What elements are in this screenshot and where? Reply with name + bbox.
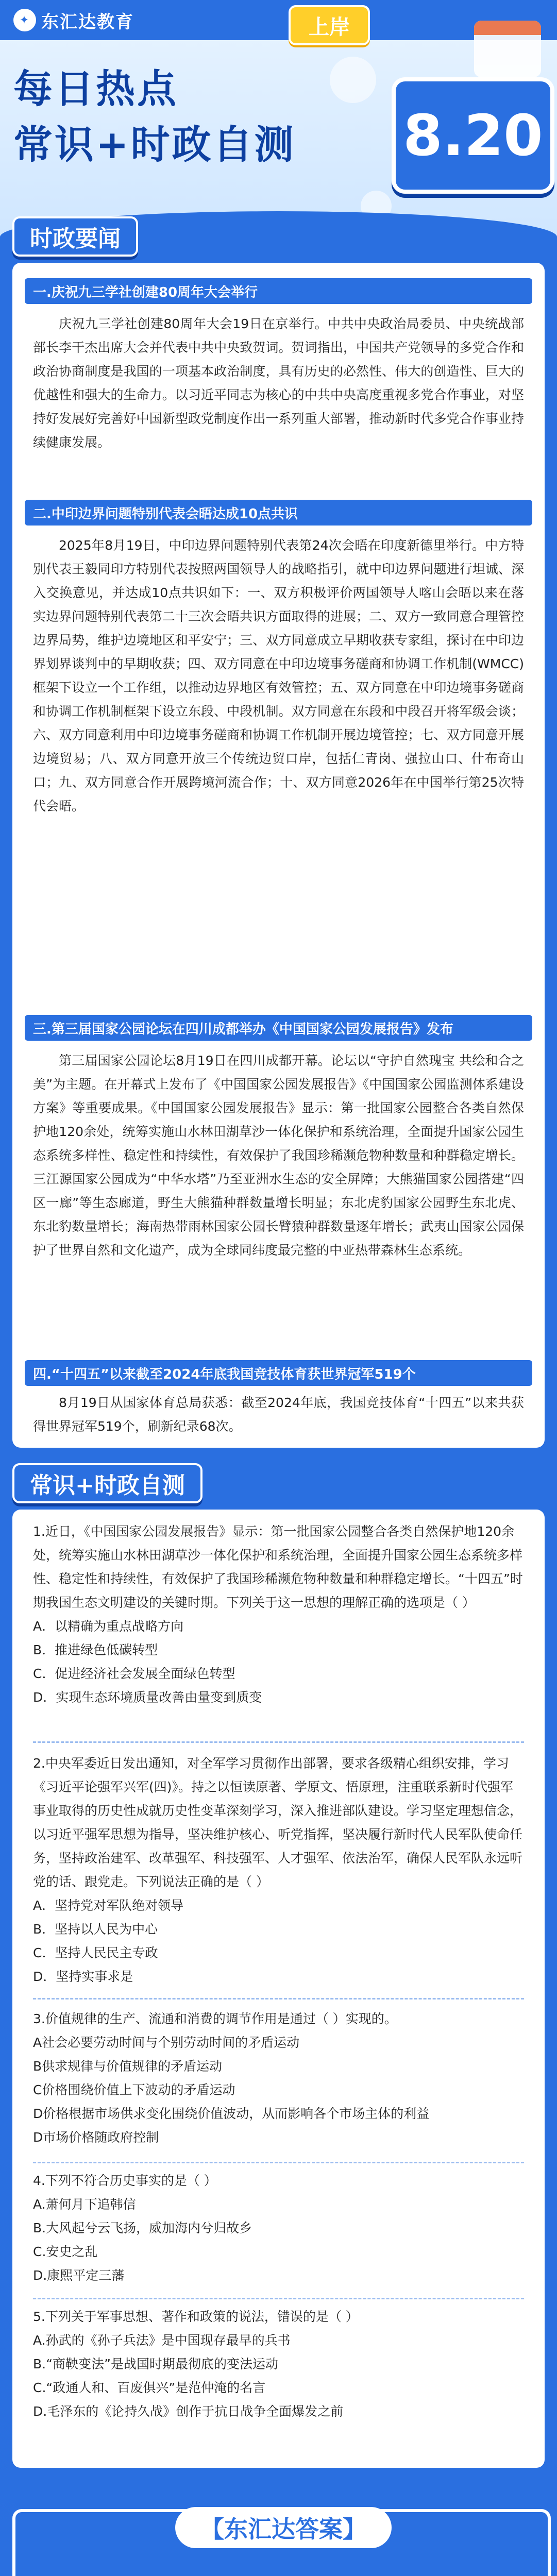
- divider: [33, 2298, 524, 2299]
- quiz-question: [33, 1520, 524, 1709]
- option[interactable]: B供求规律与价值规律的矛盾运动: [33, 2059, 223, 2074]
- news-item-text: 第三届国家公园论坛8月19日在四川成都开幕。论坛以“守护自然瑰宝 共绘和合之美”为主题。在开幕式上发布了《中国国家公园发展报告》《中国国家公园监测体系建设方案》等重要成果。《中国国家公园发展报告》显示：第一批国家公园整合各类自然保护地120余处，统筹实施山水林田湖草沙一体化保护和系统治理，全面提升国家公园生态系统多样性、稳定性和持续性，有效保护了我国珍稀濒危物种数量和种群稳定增长。三江源国家公园成为“中华水塔”乃至亚洲水生态的安全屏障；大熊猫国家公园搭建“四区一廊”等生态廊道，野生大熊猫种群数量增长明显；东北虎豹国家公园野生东北虎、东北豹数量增长；海南热带雨林国家公园长臂猿种群数量逐年增长；武夷山国家公园保护了世界自然和文化遗产，成为全球同纬度最完整的中亚热带森林生态系统。: [33, 1053, 524, 1258]
- news-card: [12, 263, 545, 1448]
- news-item-title: 四.“十四五”以来截至2024年底我国竞技体育获世界冠军519个: [25, 1360, 532, 1386]
- question-text: 5.下列关于军事思想、著作和政策的说法，错误的是（ ）: [33, 2309, 359, 2324]
- header: [0, 0, 557, 242]
- option[interactable]: A.萧何月下追韩信: [33, 2197, 136, 2212]
- page-title-line1: 每日热点: [13, 66, 178, 112]
- quiz-question: [33, 1752, 524, 1989]
- answers-panel: [12, 2509, 551, 2576]
- news-item-text: 庆祝九三学社创建80周年大会19日在京举行。中共中央政治局委员、中央统战部部长李干杰出席大会并代表中共中央致贺词。贺词指出，中国共产党领导的多党合作和政治协商制度是我国的一项基本政治制度，具有历史的必然性、伟大的创造性、巨大的优越性和强大的生命力。以习近平同志为核心的中共中央高度重视多党合作事业，对坚持好发展好完善好中国新型政党制度作出一系列重大部署，推动新时代多党合作事业持续健康发展。: [33, 316, 524, 450]
- question-text: 1.近日，《中国国家公园发展报告》显示：第一批国家公园整合各类自然保护地120余处，统筹实施山水林田湖草沙一体化保护和系统治理，全面提升国家公园生态系统多样性、稳定性和持续性，有效保护了我国珍稀濒危物种数量和种群稳定增长。“十四五”时期我国生态文明建设的关键时期。下列关于这一思想的理解正确的选项是（ ）: [33, 1524, 523, 1610]
- option[interactable]: D.康熙平定三藩: [33, 2268, 125, 2283]
- option[interactable]: A.孙武的《孙子兵法》是中国现存最早的兵书: [33, 2333, 291, 2348]
- section-label-quiz: 常识+时政自测: [12, 1463, 202, 1503]
- question-text: 4.下列不符合历史事实的是（ ）: [33, 2173, 217, 2188]
- news-item-body: [33, 534, 524, 818]
- news-item-body: [33, 1049, 524, 1262]
- option[interactable]: A社会必要劳动时间与个别劳动时间的矛盾运动: [33, 2035, 300, 2050]
- divider: [33, 1741, 524, 1743]
- quiz-card: [12, 1510, 545, 2468]
- option[interactable]: A．坚持党对军队绝对领导: [33, 1898, 184, 1913]
- brand-name: 东汇达教育: [41, 11, 134, 32]
- quiz-question: [33, 2169, 524, 2287]
- news-item-title: 二.中印边界问题特别代表会晤达成10点共识: [25, 500, 532, 526]
- option[interactable]: C价格围绕价值上下波动的矛盾运动: [33, 2082, 235, 2097]
- news-item-body: [33, 1391, 524, 1438]
- date-badge: 8.20: [392, 77, 554, 194]
- question-text: 3.价值规律的生产、流通和消费的调节作用是通过（ ）实现的。: [33, 2011, 397, 2026]
- option[interactable]: D．实现生态环境质量改善由量变到质变: [33, 1690, 262, 1705]
- news-item-title: 一.庆祝九三学社创建80周年大会举行: [25, 278, 532, 304]
- option[interactable]: D市场价格随政府控制: [33, 2130, 159, 2145]
- option[interactable]: D.毛泽东的《论持久战》创作于抗日战争全面爆发之前: [33, 2404, 344, 2419]
- option[interactable]: B．推进绿色低碳转型: [33, 1642, 158, 1657]
- tag-badge: 上岸: [289, 5, 370, 45]
- option[interactable]: B.大风起兮云飞扬，威加海内兮归故乡: [33, 2221, 252, 2235]
- option[interactable]: D．坚持实事求是: [33, 1969, 133, 1984]
- quiz-question: [33, 2305, 524, 2424]
- option[interactable]: B.“商鞅变法”是战国时期最彻底的变法运动: [33, 2357, 279, 2371]
- quiz-question: [33, 2007, 524, 2149]
- option[interactable]: C.“政通人和、百废俱兴”是范仲淹的名言: [33, 2380, 266, 2395]
- option[interactable]: B．坚持以人民为中心: [33, 1922, 158, 1937]
- news-item-body: [33, 312, 524, 454]
- divider: [33, 1998, 524, 1999]
- news-item-title: 三.第三届国家公园论坛在四川成都举办《中国国家公园发展报告》发布: [25, 1015, 532, 1041]
- section-label-news: 时政要闻: [12, 216, 138, 257]
- option[interactable]: C．坚持人民民主专政: [33, 1945, 158, 1960]
- option[interactable]: C.安史之乱: [33, 2244, 98, 2259]
- question-text: 2.中央军委近日发出通知，对全军学习贯彻作出部署，要求各级精心组织安排，学习《习近平论强军兴军(四)》。持之以恒读原著、学原文、悟原理，注重联系新时代强军事业取得的历史性成就历史性变革深刻学习，深入推进部队建设。学习坚定理想信念，以习近平强军思想为指导，坚决维护核心、听党指挥，坚决履行新时代人民军队使命任务，坚持政治建军、改革强军、科技强军、人才强军、依法治军，确保人民军队永远听党的话、跟党走。下列说法正确的是（ ）: [33, 1756, 523, 1889]
- news-item-text: 2025年8月19日，中印边界问题特别代表第24次会晤在印度新德里举行。中方特别代表王毅同印方特别代表按照两国领导人的战略指引，就中印边界问题进行坦诚、深入交换意见，并达成10点共识如下：一、双方积极评价两国领导人喀山会晤以来在落实边界问题特别代表第二十三次会晤共识方面取得的进展；二、双方一致同意合理管控边界局势，维护边境地区和平安宁；三、双方同意成立早期收获专家组，探讨在中印边界划界谈判中的早期收获；四、双方同意在中印边境事务磋商和协调工作机制(WMCC)框架下设立一个工作组，以推动边界地区有效管控；五、双方同意在中印边境事务磋商和协调工作机制框架下设立东段、中段机制。双方同意在东段和中段召开将军级会谈；六、双方同意利用中印边境事务磋商和协调工作机制开展边境管控；七、双方同意开展边境贸易；八、双方同意开放三个传统边贸口岸，包括仁青岗、强拉山口、什布奇山口；九、双方同意合作开展跨境河流合作；十、双方同意2026年在中国举行第25次特代会晤。: [33, 538, 524, 814]
- brand-logo-icon: ✦: [13, 9, 36, 31]
- divider: [33, 2162, 524, 2163]
- news-item-text: 8月19日从国家体育总局获悉：截至2024年底，我国竞技体育“十四五”以来共获得世界冠军519个，刷新纪录68次。: [33, 1395, 524, 1434]
- calendar-icon: [474, 21, 541, 77]
- option[interactable]: D价格根据市场供求变化围绕价值波动，从而影响各个市场主体的利益: [33, 2106, 430, 2121]
- option[interactable]: A．以精确为重点战略方向: [33, 1619, 184, 1634]
- option[interactable]: C．促进经济社会发展全面绿色转型: [33, 1666, 235, 1681]
- answers-title: 【东汇达答案】: [175, 2507, 392, 2548]
- brand: [13, 8, 134, 32]
- decor-circle: [330, 57, 376, 103]
- page-title-line2: 常识+时政自测: [13, 122, 296, 167]
